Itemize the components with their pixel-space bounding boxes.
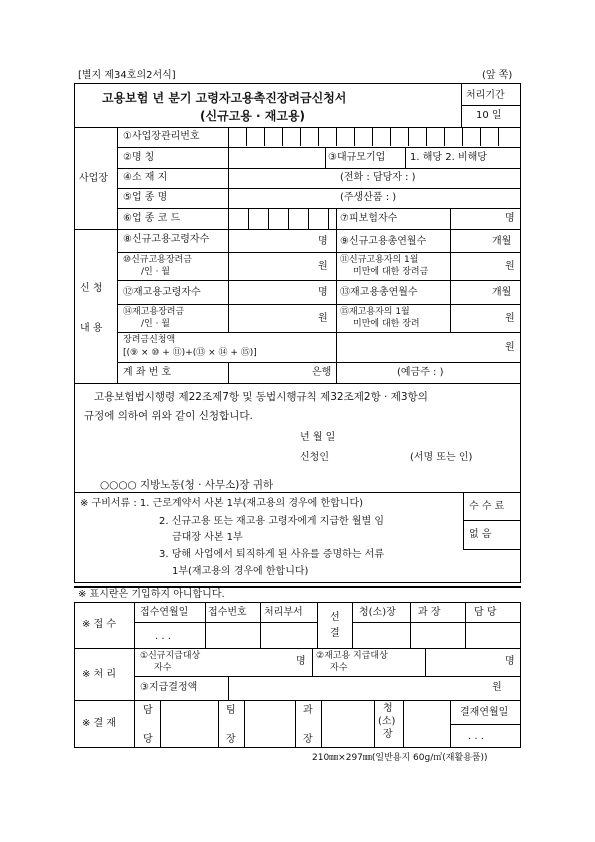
declaration-line1: 고용보험법시행령 제22조제7항 및 동법시행규칙 제32조제2항 · 제3항의 xyxy=(94,391,428,403)
process-1-unit: 명 xyxy=(296,656,306,667)
chief-head: 청(소)장 xyxy=(359,607,396,618)
process-2: ②재고용 지급대상 xyxy=(316,651,388,661)
label-reg-no: ①사업장관리번호 xyxy=(123,131,200,142)
decision-1: 선 xyxy=(330,612,340,623)
receipt-no-head: 접수번호 xyxy=(208,607,247,618)
label-new-under-month: ⑪신규고용자의 1월 xyxy=(340,255,419,265)
process-3-unit: 원 xyxy=(492,682,502,693)
new-under-month-unit: 원 xyxy=(505,261,515,272)
approval-date-head: 결재연월일 xyxy=(460,707,509,718)
reg-no-boxes[interactable] xyxy=(228,127,521,147)
approval-chief-3: 장 xyxy=(383,729,393,740)
new-subsidy-unit: 원 xyxy=(318,261,328,272)
rehire-under-month-unit: 원 xyxy=(505,313,515,324)
approval-section-2: 장 xyxy=(303,734,313,745)
decision-2: 결 xyxy=(330,628,340,639)
approval-team-2: 장 xyxy=(226,734,236,745)
bank-label: 은행 xyxy=(312,367,332,378)
receipt-label: ※ 접 수 xyxy=(82,619,117,630)
fee-label: 수 수 료 xyxy=(469,501,505,512)
section-apply-2: 내 용 xyxy=(80,323,103,334)
total-request-unit: 원 xyxy=(505,342,515,353)
label-address: ④소 재 지 xyxy=(123,172,168,183)
paper-spec: 210㎜×297㎜(일반용지 60g/㎡(재활용품)) xyxy=(312,753,488,763)
label-rehire-count: ⑫재고용고령자수 xyxy=(123,287,201,298)
receipt-dept-head: 처리부서 xyxy=(264,607,303,618)
label-new-hire-count: ⑧신규고용고령자수 xyxy=(123,234,210,245)
section-workplace: 사업장 xyxy=(79,173,108,184)
docs-line3: 금대장 사본 1부 xyxy=(172,532,243,543)
label-account: 계 좌 번 호 xyxy=(123,367,172,378)
total-request-formula: [(⑨ × ⑩ + ⑪)+(⑬ × ⑭ + ⑮)] xyxy=(123,348,257,358)
approval-label: ※ 결 재 xyxy=(82,718,117,729)
big-company-options[interactable]: 1. 해당 2. 비해당 xyxy=(410,152,487,163)
label-new-total-months: ⑨신규고용총연월수 xyxy=(340,236,427,247)
label-total-request: 장려금신청액 xyxy=(123,335,176,345)
office-table xyxy=(74,602,521,748)
approval-chief-2: (소) xyxy=(378,716,396,727)
label-new-subsidy-unit: /인 · 월 xyxy=(141,267,171,277)
approval-chief-1: 청 xyxy=(383,703,393,714)
label-rehire-total-months: ⑬재고용총연월수 xyxy=(340,287,418,298)
approval-staff-2: 당 xyxy=(143,734,153,745)
sign-label: (서명 또는 인) xyxy=(410,452,473,463)
depositor-label: (예금주 : ) xyxy=(397,367,444,378)
process-3: ③지급결정액 xyxy=(140,682,198,693)
new-hire-count-unit: 명 xyxy=(318,236,328,247)
label-rehire-under-month-2: 미만에 대한 장려 xyxy=(353,319,420,329)
processing-period-label: 처리기간 xyxy=(466,90,505,101)
business-code-boxes[interactable] xyxy=(228,208,336,229)
approval-staff-1: 담 xyxy=(143,705,153,716)
label-rehire-subsidy: ⑭재고용장려금 xyxy=(123,307,185,317)
label-business-type: ⑤업 종 명 xyxy=(123,192,168,203)
fee-value: 없 음 xyxy=(469,529,492,540)
approval-date-dots: . . . xyxy=(468,731,484,742)
manager-head: 과 장 xyxy=(418,607,441,618)
declaration-line2: 규정에 의하여 위와 같이 신청합니다. xyxy=(84,410,253,422)
process-2-unit: 명 xyxy=(505,656,515,667)
main-product: (주생산품 : ) xyxy=(340,192,397,203)
docs-line2: 2. 신규고용 또는 재고용 고령자에게 지급한 월별 임 xyxy=(159,516,384,527)
rehire-subsidy-unit: 원 xyxy=(318,313,328,324)
new-total-months-unit: 개월 xyxy=(492,236,512,247)
section-apply-1: 신 청 xyxy=(80,283,103,294)
phone-contact: (전화 : 담당자 : ) xyxy=(340,172,416,183)
process-1: ①신규지급대상 xyxy=(140,651,201,661)
label-rehire-subsidy-unit: /인 · 월 xyxy=(141,319,171,329)
label-name: ②명 칭 xyxy=(123,152,155,163)
form-number: [별지 제34호의2서식] xyxy=(78,70,176,81)
office-note: ※ 표시란은 기입하지 아니합니다. xyxy=(78,589,225,600)
label-big-company: ③대규모기업 xyxy=(328,152,386,163)
process-label: ※ 처 리 xyxy=(82,669,117,680)
insured-unit: 명 xyxy=(505,213,515,224)
approval-section-1: 과 xyxy=(303,705,313,716)
applicant-label: 신청인 xyxy=(300,452,329,463)
process-1b: 자수 xyxy=(154,663,172,673)
form-title: 고용보험 년 분기 고령자고용촉진장려금신청서 xyxy=(102,91,347,105)
label-rehire-under-month: ⑮재고용자의 1월 xyxy=(340,307,410,317)
label-insured-count: ⑦피보험자수 xyxy=(340,213,398,224)
docs-line4: 3. 당해 사업에서 퇴직하게 된 사유를 증명하는 서류 xyxy=(159,549,384,560)
recipient: ○○○○ 지방노동(청 · 사무소)장 귀하 xyxy=(100,479,274,491)
process-2b: 자수 xyxy=(330,663,348,673)
receipt-date-head: 접수연월일 xyxy=(140,607,189,618)
form-subtitle: (신규고용 · 재고용) xyxy=(200,109,306,123)
label-business-code: ⑥업 종 코 드 xyxy=(123,213,181,224)
rehire-total-months-unit: 개월 xyxy=(492,287,512,298)
docs-line1: ※ 구비서류 : 1. 근로계약서 사본 1부(재고용의 경우에 한합니다) xyxy=(80,498,364,509)
declaration-date: 년 월 일 xyxy=(300,432,336,443)
approval-team-1: 팀 xyxy=(226,705,236,716)
label-new-under-month-2: 미만에 대한 장려금 xyxy=(353,267,429,277)
rehire-count-unit: 명 xyxy=(318,287,328,298)
docs-line5: 1부(재고용의 경우에 한합니다) xyxy=(172,566,309,577)
processing-period-value: 10 일 xyxy=(476,110,502,121)
staff-head: 담 당 xyxy=(474,607,497,618)
receipt-date-dots: . . . xyxy=(155,631,171,642)
label-new-subsidy: ⑩신규고용장려금 xyxy=(123,255,192,265)
page-side: (앞 쪽) xyxy=(482,70,513,81)
